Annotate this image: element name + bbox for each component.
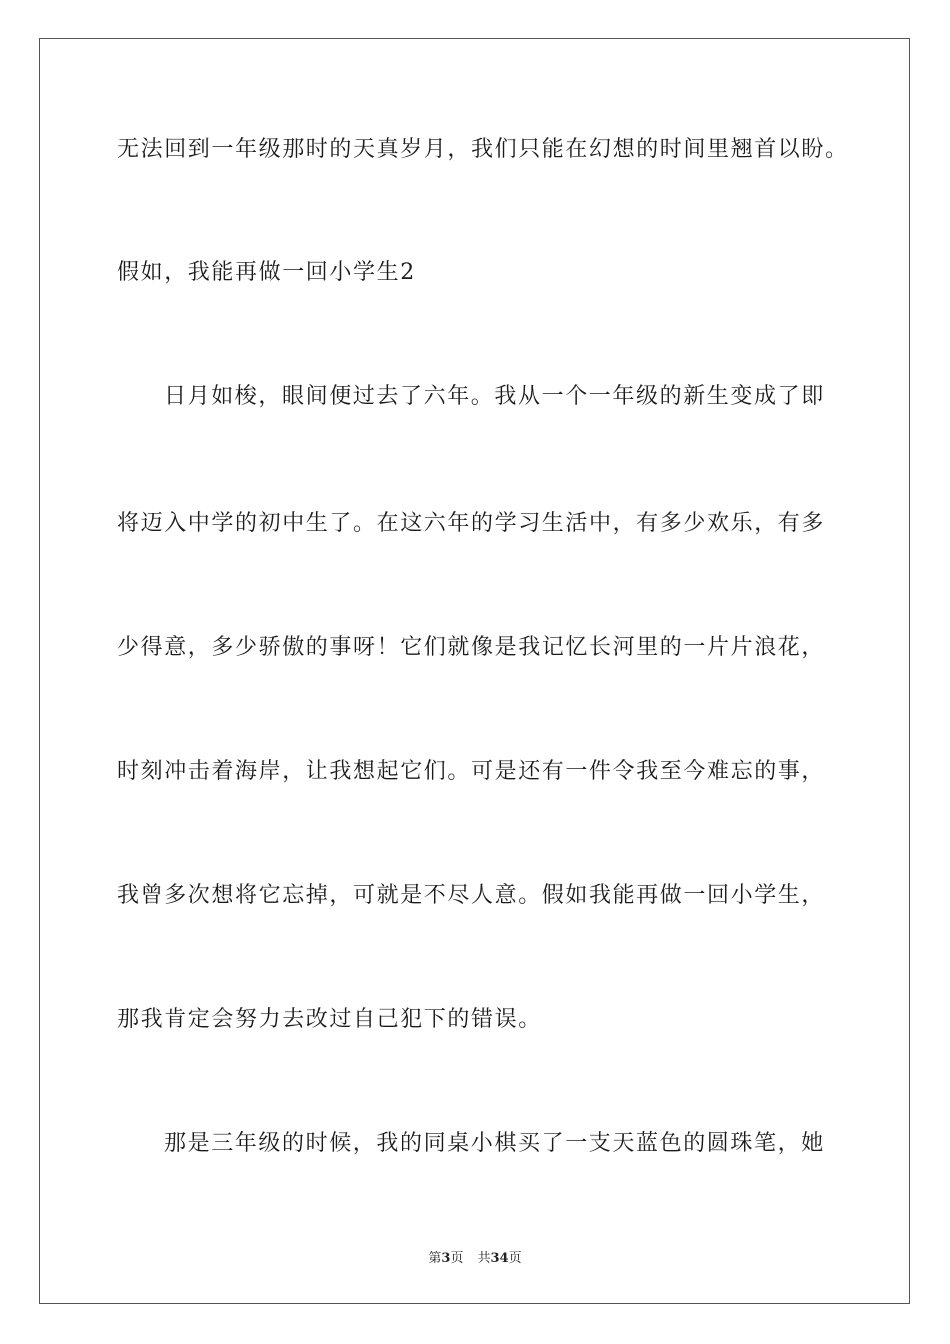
text-line-1: 无法回到一年级那时的天真岁月，我们只能在幻想的时间里翘首以盼。: [117, 137, 849, 162]
footer-total-suffix: 页: [508, 1251, 522, 1266]
text-line-6: 时刻冲击着海岸，让我想起它们。可是还有一件令我至今难忘的事，: [117, 759, 826, 784]
text-line-5: 少得意，多少骄傲的事呀！它们就像是我记忆长河里的一片片浪花，: [117, 635, 826, 660]
text-line-7: 我曾多次想将它忘掉，可就是不尽人意。假如我能再做一回小学生，: [117, 883, 826, 908]
page-frame: [39, 38, 910, 1304]
text-line-9: 那是三年级的时候，我的同桌小棋买了一支天蓝色的圆珠笔，她: [164, 1131, 825, 1156]
footer-page-suffix: 页: [450, 1251, 464, 1266]
text-line-3: 日月如梭，眼间便过去了六年。我从一个一年级的新生变成了即: [164, 384, 825, 409]
text-line-8: 那我肯定会努力去改过自己犯下的错误。: [117, 1007, 542, 1032]
section-heading: 假如，我能再做一回小学生2: [117, 260, 416, 285]
footer-page-number: 3: [441, 1251, 451, 1266]
page-footer: [0, 1247, 950, 1266]
text-line-4: 将迈入中学的初中生了。在这六年的学习生活中，有多少欢乐，有多: [117, 511, 826, 536]
footer-total-prefix: 共: [477, 1251, 491, 1266]
footer-page-prefix: 第: [428, 1251, 442, 1266]
footer-total-pages: 34: [490, 1251, 509, 1266]
